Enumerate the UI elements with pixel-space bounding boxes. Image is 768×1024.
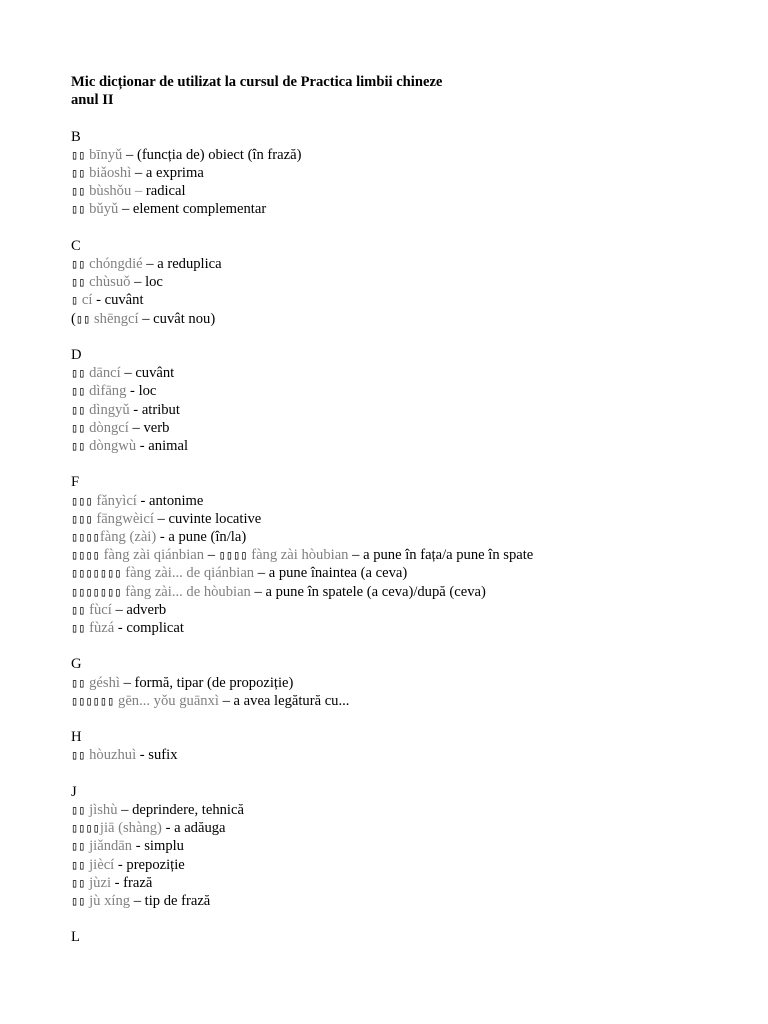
section-letter: J (71, 783, 77, 800)
dictionary-sections (71, 128, 751, 947)
entry-hanzi: ▯▯ (71, 420, 86, 435)
dictionary-entry (71, 801, 751, 819)
dictionary-entry (71, 492, 751, 510)
entry-gloss: – formă, tipar (de propoziție) (119, 674, 294, 691)
entry-hanzi: ▯▯ (71, 857, 86, 872)
section-c (71, 237, 751, 328)
entry-pinyin: hòuzhuì (89, 747, 137, 764)
entry-gloss: – (204, 547, 219, 564)
entry-pinyin: fùzá (89, 620, 115, 637)
entry-pinyin: dìfāng (89, 383, 127, 400)
entry-pinyin: fàng zài qiánbian (103, 547, 205, 564)
dictionary-entry (71, 382, 751, 400)
entry-pinyin: fàng zài... de hòubian (125, 583, 251, 600)
entry-hanzi: ▯▯ (71, 184, 86, 199)
entry-pinyin: dìngyǔ (89, 401, 130, 418)
dictionary-entry (71, 273, 751, 291)
dictionary-entry (71, 856, 751, 874)
entry-gloss: - atribut (129, 401, 180, 418)
section-l (71, 928, 751, 946)
entry-pinyin: shēngcí (93, 310, 139, 327)
entry-hanzi: ▯▯ (71, 439, 86, 454)
entry-hanzi: ▯▯▯▯ (71, 548, 100, 563)
entry-hanzi: ▯▯ (71, 202, 86, 217)
entry-hanzi: ▯▯ (71, 675, 86, 690)
entry-hanzi: ▯▯ (71, 257, 86, 271)
dictionary-entry (71, 583, 751, 601)
entry-hanzi: ▯▯ (71, 748, 86, 763)
section-letter: B (71, 128, 81, 145)
entry-hanzi: ▯▯▯▯▯▯ (71, 693, 115, 708)
entry-gloss-2: – a pune în fața/a pune în spate (348, 547, 534, 564)
entry-gloss: – cuvânt (120, 365, 175, 382)
section-letter: C (71, 237, 81, 254)
title-line-1: Mic dicționar de utilizat la cursul de Practica limbii chineze (71, 74, 443, 90)
entry-gloss: - frază (111, 874, 153, 891)
section-letter: F (71, 474, 80, 491)
entry-pinyin: chóngdié (89, 256, 143, 272)
document-page (71, 73, 751, 947)
entry-gloss: - sufix (136, 747, 178, 764)
dictionary-entry (71, 200, 751, 218)
entry-gloss: – a exprima (131, 165, 204, 181)
dictionary-entry (71, 674, 751, 692)
entry-pinyin: jiā (shàng) (99, 820, 162, 837)
section-letter: D (71, 347, 82, 363)
entry-gloss: - cuvânt (92, 292, 144, 309)
dictionary-entry (71, 401, 751, 419)
dictionary-entry (71, 146, 751, 164)
dictionary-entry (71, 255, 751, 273)
entry-gloss: - antonime (136, 492, 204, 509)
dictionary-entry (71, 364, 751, 382)
dictionary-entry (71, 692, 751, 710)
entry-gloss: - a adăuga (161, 820, 226, 837)
entry-hanzi: ▯▯ (71, 366, 86, 381)
entry-gloss: - a pune (în/la) (156, 529, 247, 546)
entry-pinyin: cí (81, 292, 93, 309)
section-g (71, 655, 751, 710)
entry-pinyin: bùshǒu – (89, 183, 143, 200)
section-j (71, 783, 751, 910)
section-letter: H (71, 729, 82, 746)
entry-hanzi-2: ▯▯▯▯ (218, 548, 248, 563)
entry-gloss: – element complementar (118, 201, 267, 218)
dictionary-entry (71, 310, 751, 328)
entry-hanzi: ▯▯ (71, 621, 86, 636)
entry-hanzi: ▯▯▯ (71, 511, 93, 526)
entry-hanzi: ▯▯ (71, 894, 86, 909)
entry-gloss: – verb (128, 419, 170, 436)
dictionary-entry (71, 291, 751, 309)
dictionary-entry (71, 164, 751, 182)
dictionary-entry (71, 437, 751, 455)
entry-pinyin: fàng (zài) (99, 529, 157, 546)
dictionary-entry (71, 819, 751, 837)
entry-gloss: – a reduplica (142, 256, 222, 272)
entry-hanzi: ▯▯ (71, 147, 86, 162)
entry-prefix: ( (71, 310, 76, 327)
entry-pinyin: fàng zài... de qiánbian (125, 565, 255, 582)
entry-gloss: – deprindere, tehnică (117, 802, 244, 819)
entry-pinyin: géshì (89, 674, 120, 691)
entry-gloss: – a pune în spatele (a ceva)/după (ceva) (250, 583, 486, 600)
entry-gloss: – loc (130, 274, 163, 291)
entry-hanzi: ▯▯▯▯ (71, 530, 100, 545)
section-letter: G (71, 656, 82, 673)
entry-hanzi: ▯▯▯▯ (71, 821, 100, 836)
entry-pinyin: chùsuǒ (89, 274, 131, 291)
entry-gloss: - simplu (132, 838, 184, 855)
dictionary-entry (71, 746, 751, 764)
entry-pinyin: jiècí (89, 856, 115, 873)
entry-gloss: - animal (136, 438, 189, 455)
entry-pinyin: dòngwù (89, 438, 137, 455)
section-b (71, 128, 751, 219)
section-d (71, 346, 751, 455)
entry-gloss: - loc (126, 383, 157, 400)
document-title (71, 73, 751, 109)
entry-gloss: – a avea legătură cu... (218, 692, 350, 709)
entry-gloss: radical (142, 183, 186, 200)
entry-gloss: – adverb (111, 601, 167, 618)
entry-gloss: – (funcția de) obiect (în frază) (122, 146, 302, 163)
entry-hanzi: ▯▯▯▯▯▯▯ (71, 566, 122, 581)
section-f (71, 473, 751, 637)
entry-hanzi: ▯▯▯▯▯▯▯ (71, 584, 122, 599)
entry-pinyin: bǔyǔ (89, 201, 119, 218)
entry-pinyin: jiǎndān (89, 838, 133, 855)
entry-pinyin: jùzi (89, 874, 111, 891)
entry-hanzi: ▯▯ (71, 166, 86, 180)
entry-pinyin: jìshù (89, 802, 118, 819)
entry-pinyin-2: fàng zài hòubian (247, 547, 349, 564)
entry-pinyin: fùcí (89, 601, 112, 618)
section-letter: L (71, 929, 80, 946)
entry-gloss: – tip de frază (130, 893, 211, 910)
dictionary-entry (71, 564, 751, 582)
dictionary-entry (71, 874, 751, 892)
entry-pinyin: biǎoshì (89, 165, 132, 181)
dictionary-entry (71, 892, 751, 910)
title-line-2: anul II (71, 92, 114, 109)
entry-hanzi: ▯▯ (75, 311, 91, 326)
entry-pinyin: dòngcí (89, 419, 129, 436)
entry-hanzi: ▯▯ (71, 602, 86, 617)
entry-pinyin: dāncí (89, 365, 121, 382)
entry-hanzi: ▯▯ (71, 803, 86, 818)
entry-gloss: – cuvât nou) (138, 310, 216, 327)
dictionary-entry (71, 619, 751, 637)
entry-hanzi: ▯▯ (71, 275, 86, 290)
entry-hanzi: ▯▯ (71, 402, 86, 417)
entry-gloss: - prepoziție (114, 856, 185, 873)
entry-pinyin: fǎnyìcí (96, 492, 137, 509)
entry-hanzi: ▯ (71, 293, 79, 308)
entry-pinyin: bīnyǔ (89, 146, 123, 163)
entry-hanzi: ▯▯ (71, 839, 86, 854)
dictionary-entry (71, 546, 751, 564)
entry-gloss: – a pune înaintea (a ceva) (254, 565, 408, 582)
entry-hanzi: ▯▯▯ (71, 493, 93, 508)
dictionary-entry (71, 837, 751, 855)
entry-gloss: – cuvinte locative (153, 510, 262, 527)
entry-pinyin: gēn... yǒu guānxì (118, 692, 219, 709)
entry-pinyin: jù xíng (89, 893, 131, 910)
section-h (71, 728, 751, 764)
entry-hanzi: ▯▯ (71, 875, 86, 890)
dictionary-entry (71, 419, 751, 437)
entry-gloss: - complicat (114, 620, 184, 637)
entry-pinyin: fāngwèicí (96, 510, 154, 527)
entry-hanzi: ▯▯ (71, 384, 86, 399)
dictionary-entry (71, 510, 751, 528)
dictionary-entry (71, 528, 751, 546)
dictionary-entry (71, 601, 751, 619)
dictionary-entry (71, 182, 751, 200)
